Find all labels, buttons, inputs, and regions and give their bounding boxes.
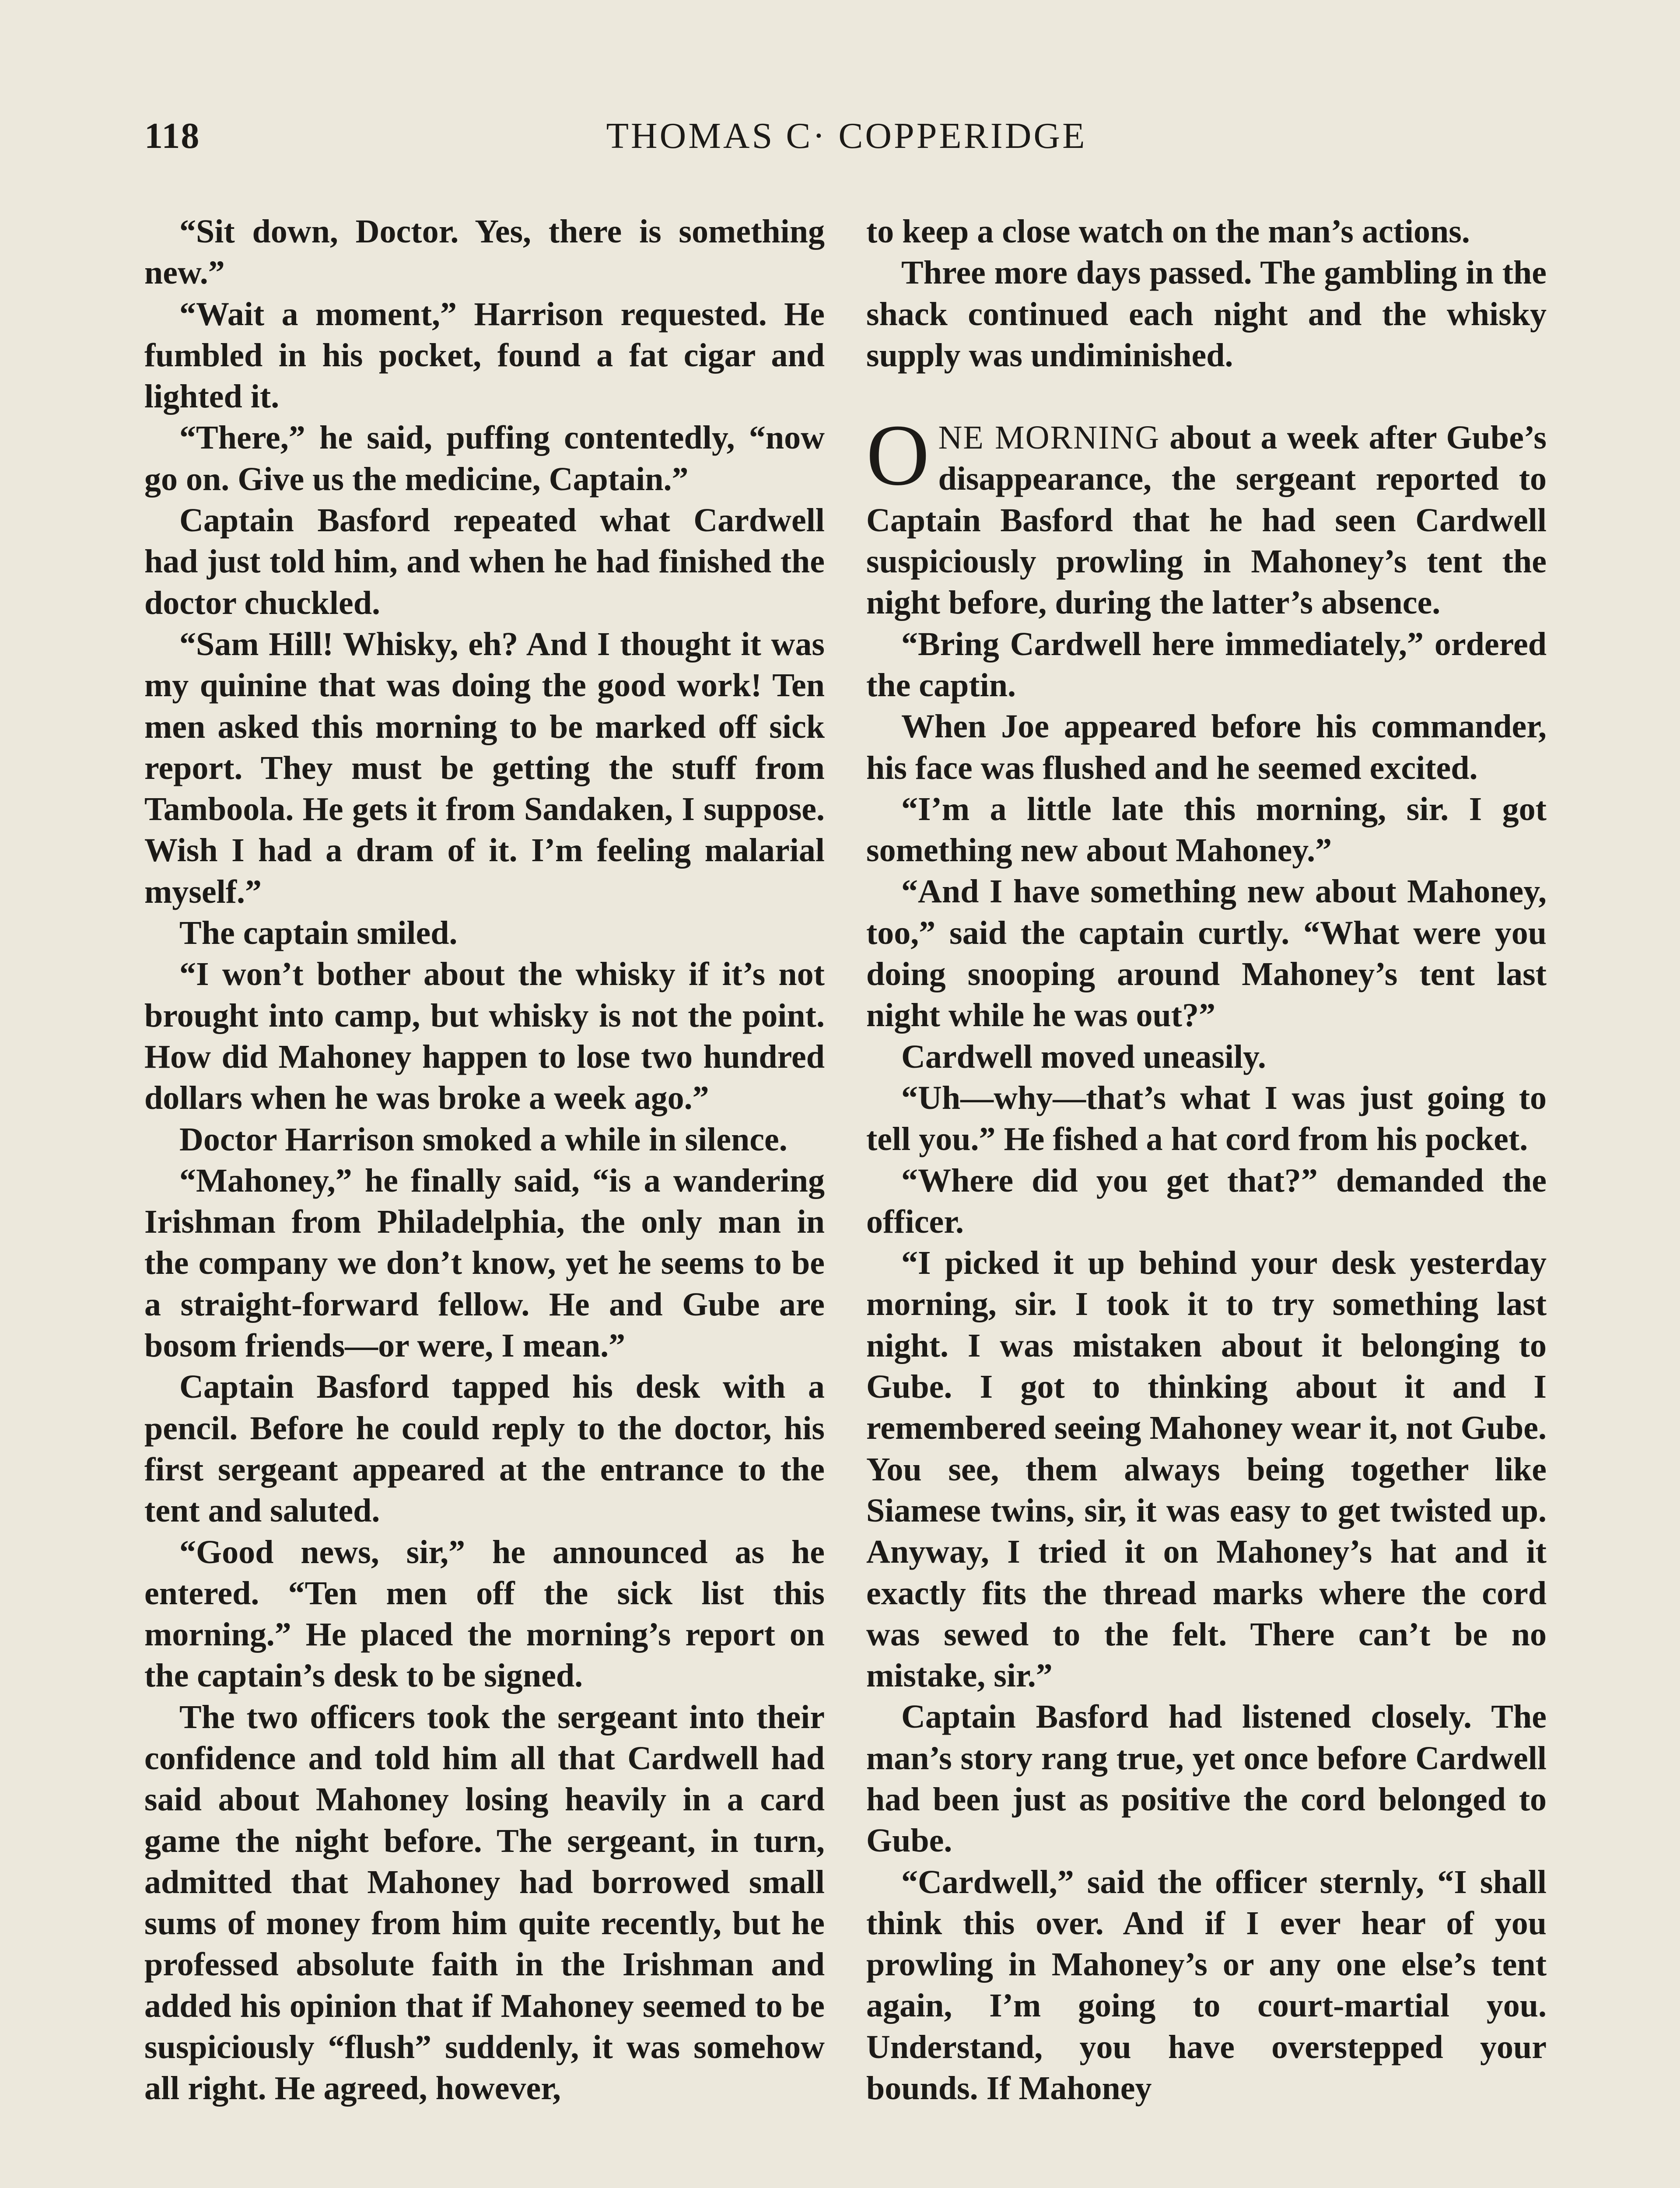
running-head: THOMAS C· COPPERIDGE	[606, 116, 1087, 156]
paragraph: “Cardwell,” said the officer sternly, “I shall think this over. And if I ever hear of you prowling in Mahoney’s or any one else’s tent again, I’m going to court-martial you. Understand, you have overstepped your bounds. If Mahoney	[866, 1863, 1547, 2107]
paragraph: “Sam Hill! Whisky, eh? And I thought it was my quinine that was doing the good work! Ten men asked this morning to be marked off sick report. They must be getting the stuff from Tamboola. He gets it from Sandaken, I suppose. Wish I had a dram of it. I’m feeling malarial myself.”	[144, 625, 825, 910]
paragraph: Three more days passed. The gambling in the shack continued each night and the whisky supply was undiminished.	[866, 254, 1547, 374]
section-lead-in: NE MORNING	[938, 419, 1160, 456]
paragraph: “Bring Cardwell here immediately,” ordered the captin.	[866, 625, 1547, 704]
paragraph: Captain Basford repeated what Cardwell had just told him, and when he had finished the doctor chuckled.	[144, 502, 825, 621]
paragraph: “I’m a little late this morning, sir. I got something new about Mahoney.”	[866, 790, 1547, 869]
paragraph: “I won’t bother about the whisky if it’s not brought into camp, but whisky is not the point. How did Mahoney happen to lose two hundred dollars when he was broke a week ago.”	[144, 956, 825, 1117]
paragraph: “And I have something new about Mahoney, too,” said the captain curtly. “What were you doing snooping around Mahoney’s tent last night while he was out?”	[866, 873, 1547, 1034]
paragraph: “Wait a moment,” Harrison requested. He fumbled in his pocket, found a fat cigar and lighted it.	[144, 295, 825, 415]
drop-cap: O	[866, 407, 930, 504]
paragraph: Doctor Harrison smoked a while in silence.	[179, 1121, 788, 1158]
continued-paragraph: to keep a close watch on the man’s actions.	[866, 213, 1470, 250]
paragraph: The captain smiled.	[179, 915, 458, 952]
left-column	[144, 211, 825, 2109]
page-number: 118	[144, 116, 200, 156]
paragraph: “Good news, sir,” he announced as he entered. “Ten men off the sick list this morning.” He placed the morning’s report on the captain’s desk to be signed.	[144, 1533, 825, 1694]
paragraph: When Joe appeared before his commander, his face was flushed and he seemed excited.	[866, 708, 1547, 786]
section-opening-text: about a week after Gube’s disappearance, the sergeant reported to Captain Basford that he had seen Cardwell suspiciously prowling in Mahoney’s tent the night before, during the latter’s absence.	[866, 419, 1547, 621]
paragraph: “Uh—why—that’s what I was just going to tell you.” He fished a hat cord from his pocket.	[866, 1079, 1547, 1158]
section-opening-paragraph	[866, 407, 1547, 623]
paragraph: “Mahoney,” he finally said, “is a wandering Irishman from Philadelphia, the only man in the company we don’t know, yet he seems to be a straight-forward fellow. He and Gube are bosom friends—or were, I mean.”	[144, 1162, 825, 1364]
paragraph: Captain Basford had listened closely. The man’s story rang true, yet once before Cardwell had been just as positive the cord belonged to Gube.	[866, 1698, 1547, 1859]
page-header	[144, 115, 1549, 163]
paragraph: “There,” he said, puffing contentedly, “now go on. Give us the medicine, Captain.”	[144, 419, 825, 498]
paragraph: The two officers took the sergeant into their confidence and told him all that Cardwell had said about Mahoney losing heavily in a card game the night before. The sergeant, in turn, admitted that Mahoney had borrowed small sums of money from him quite recently, but he professed absolute faith in the Irishman and added his opinion that if Mahoney seemed to be suspiciously “flush” suddenly, it was somehow all right. He agreed, however,	[144, 1698, 825, 2107]
paragraph: “Sit down, Doctor. Yes, there is something new.”	[144, 213, 825, 291]
paragraph: “Where did you get that?” demanded the officer.	[866, 1162, 1547, 1240]
paragraph: Cardwell moved uneasily.	[901, 1038, 1266, 1075]
paragraph: “I picked it up behind your desk yesterday morning, sir. I took it to try something last night. I was mistaken about it belonging to Gube. I got to thinking about it and I remembered seeing Mahoney wear it, not Gube. You see, them always being together like Siamese twins, sir, it was easy to get twisted up. Anyway, I tried it on Mahoney’s hat and it exactly fits the thread marks where the cord was sewed to the felt. There can’t be no mistake, sir.”	[866, 1245, 1547, 1694]
paragraph: Captain Basford tapped his desk with a pencil. Before he could reply to the doctor, his first sergeant appeared at the entrance to the tent and saluted.	[144, 1368, 825, 1529]
right-column	[866, 211, 1547, 2109]
